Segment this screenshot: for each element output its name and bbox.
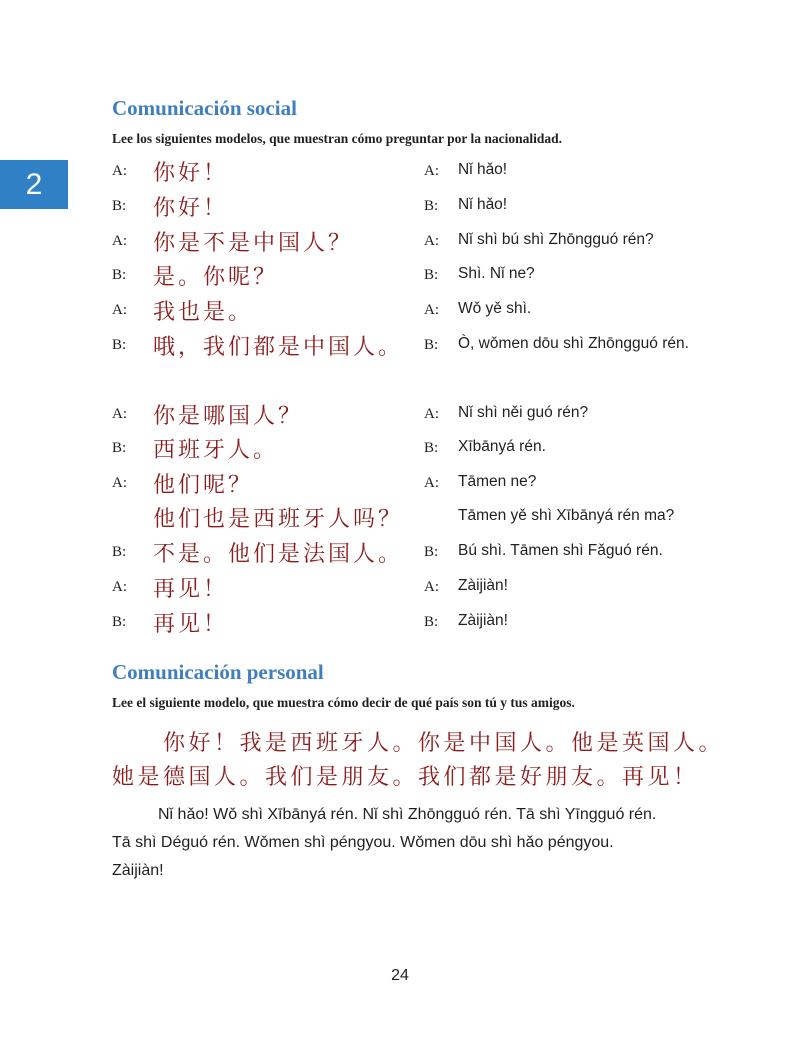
chinese-line: 再见！ [153,577,229,602]
pinyin-line: Nǐ hǎo! [458,161,508,178]
dialogue-row [0,262,800,296]
dialogue-row [0,193,800,227]
dialogue-row [0,470,800,504]
speaker-label: B: [424,198,439,214]
chinese-paragraph-line: 你好！我是西班牙人。你是中国人。他是英国人。 [112,731,725,756]
speaker-label: B: [424,440,439,456]
dialogue-row [0,228,800,262]
speaker-label: B: [112,614,127,630]
speaker-label: B: [424,544,439,560]
dialogue-row [0,574,800,608]
section-title-personal: Comunicación personal [112,660,324,684]
chinese-line: 再见！ [153,612,229,637]
chinese-paragraph-line: 她是德国人。我们是朋友。我们都是好朋友。再见！ [112,765,699,790]
speaker-label: A: [424,579,439,595]
dialogue-row [0,609,800,643]
pinyin-line: Ò, wǒmen dōu shì Zhōngguó rén. [458,335,689,352]
dialogue-row [0,332,800,366]
chinese-line: 是。你呢？ [153,265,279,290]
speaker-label: A: [424,233,439,249]
pinyin-paragraph [112,801,708,885]
dialogue-row [0,504,800,538]
instruction-social: Lee los siguientes modelos, que muestran cómo preguntar por la nacionalidad. [112,131,563,146]
pinyin-line: Tāmen yě shì Xībānyá rén ma? [458,507,675,524]
dialogue-row [0,297,800,331]
chinese-line: 哦，我们都是中国人。 [153,335,404,360]
speaker-label: A: [112,233,127,249]
speaker-label: A: [424,302,439,318]
instruction-personal: Lee el siguiente modelo, que muestra cómo decir de qué país son tú y tus amigos. [112,695,575,710]
speaker-label: A: [112,475,127,491]
dialogue-row [0,539,800,573]
speaker-label: A: [112,163,127,179]
pinyin-line: Zàijiàn! [458,612,508,629]
page-number: 24 [391,967,409,984]
dialogue-row [0,435,800,469]
pinyin-line: Nǐ shì něi guó rén? [458,404,589,421]
speaker-label: B: [424,614,439,630]
speaker-label: B: [424,337,439,353]
speaker-label: B: [112,198,127,214]
speaker-label: B: [424,267,439,283]
chinese-line: 你好！ [153,196,229,221]
speaker-label: B: [112,440,127,456]
chinese-line: 你是哪国人？ [153,404,304,429]
chinese-line: 你好！ [153,161,229,186]
chinese-paragraph [112,727,725,795]
speaker-label: A: [112,302,127,318]
chinese-line: 我也是。 [153,300,254,325]
dialogue-row [0,158,800,192]
pinyin-line: Shì. Nǐ ne? [458,265,535,282]
pinyin-paragraph-line: Tā shì Déguó rén. Wǒmen shì péngyou. Wǒmen dōu shì hǎo péngyou. [112,834,614,851]
pinyin-line: Zàijiàn! [458,577,508,594]
pinyin-line: Xībānyá rén. [458,438,546,455]
pinyin-paragraph-line: Zàijiàn! [112,862,164,879]
speaker-label: A: [424,163,439,179]
speaker-label: B: [112,337,127,353]
chinese-line: 不是。他们是法国人。 [153,542,404,567]
pinyin-line: Bú shì. Tāmen shì Fǎguó rén. [458,542,663,559]
dialogue-row [0,401,800,435]
pinyin-line: Nǐ hǎo! [458,196,508,213]
pinyin-line: Nǐ shì bú shì Zhōngguó rén? [458,231,654,248]
section-title-social: Comunicación social [112,96,297,120]
speaker-label: B: [112,544,127,560]
pinyin-line: Tāmen ne? [458,473,537,490]
speaker-label: A: [424,475,439,491]
pinyin-paragraph-line: Nǐ hǎo! Wǒ shì Xībānyá rén. Nǐ shì Zhōngguó rén. Tā shì Yīngguó rén. [158,806,657,823]
speaker-label: A: [424,406,439,422]
chinese-line: 他们呢？ [153,473,254,498]
chinese-line: 你是不是中国人？ [153,231,354,256]
speaker-label: A: [112,579,127,595]
chapter-tab: 2 [0,160,68,209]
speaker-label: A: [112,406,127,422]
chinese-line: 他们也是西班牙人吗？ [153,507,404,532]
speaker-label: B: [112,267,127,283]
chinese-line: 西班牙人。 [153,438,279,463]
pinyin-line: Wǒ yě shì. [458,300,532,317]
